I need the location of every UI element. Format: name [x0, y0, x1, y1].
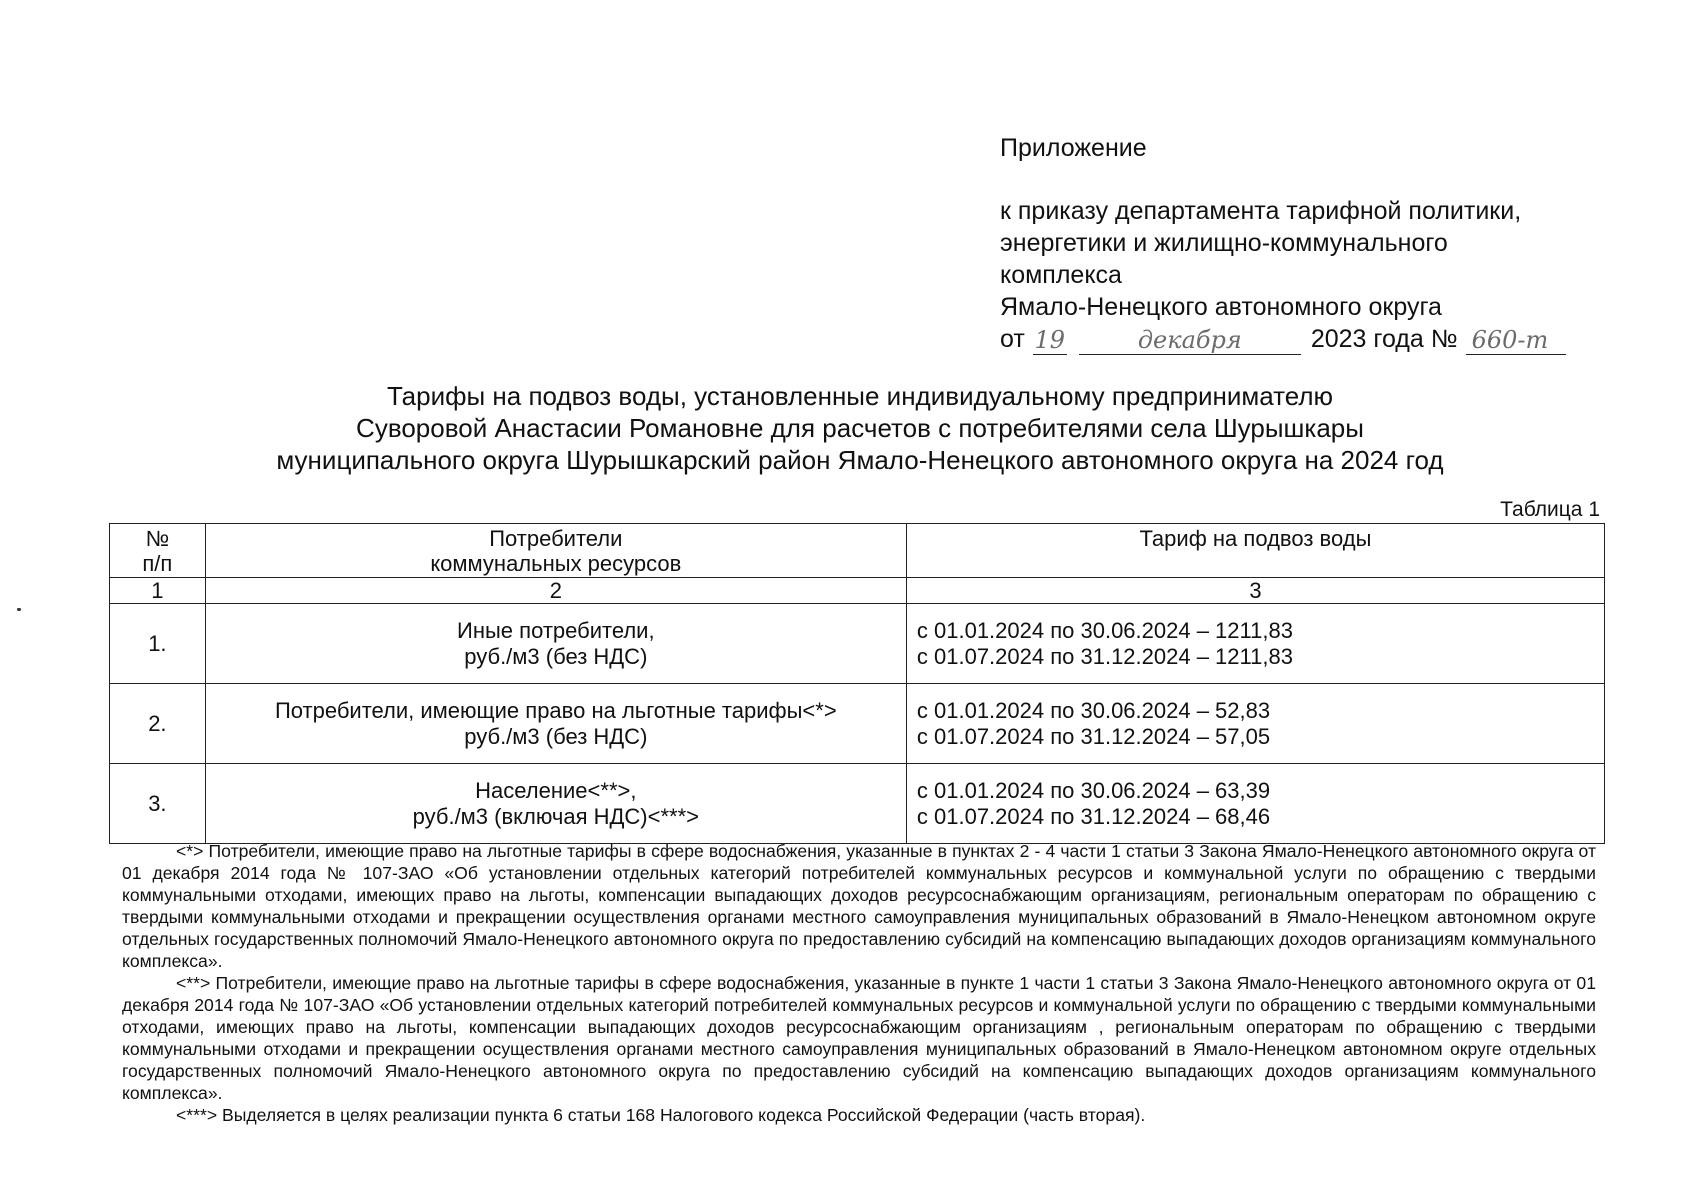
- row-num: 2.: [110, 684, 206, 764]
- header-num: № п/п: [110, 524, 206, 578]
- header-consumers: Потребители коммунальных ресурсов: [205, 524, 906, 578]
- order-date-line: [1000, 323, 1660, 355]
- table-header-row: [110, 524, 1605, 578]
- footnote-1: <*> Потребители, имеющие право на льготные тарифы в сфере водоснабжения, указанные в пунктах 2 - 4 части 1 статьи 3 Закона Ямало-Ненецкого автономного округа от 01 декабря 2014 года № 107-ЗАО «Об установлении отдельных категорий потребителей коммунальных ресурсов и коммунальной услуги по обращению с твердыми коммунальными отходами, имеющих право на льготы, компенсации выпадающих доходов ресурсоснабжающим организациям, региональным операторам по обращению с твердыми коммунальными отходами и прекращении осуществления органами местного самоуправления муниципальных образований в Ямало-Ненецком автономном округе отдельных государственных полномочий Ямало-Ненецкого автономного округа по предоставлению субсидий на компенсацию выпадающих доходов организациям коммунального комплекса».: [122, 841, 1596, 971]
- appendix-line-4: Ямало-Ненецкого автономного округа: [1000, 293, 1442, 321]
- appendix-title: Приложение: [1000, 134, 1147, 162]
- handwritten-order-number: 660-т: [1466, 326, 1566, 355]
- table-row: [110, 684, 1605, 764]
- column-number-2: 2: [205, 578, 906, 604]
- row-consumer: Население<**>, руб./м3 (включая НДС)<***>: [205, 764, 906, 844]
- appendix-line-1: к приказу департамента тарифной политики,: [1000, 197, 1522, 225]
- handwritten-month: декабря: [1079, 326, 1301, 355]
- appendix-line-2: энергетики и жилищно-коммунального: [1000, 229, 1448, 257]
- document-title: [160, 380, 1560, 476]
- handwritten-day: 19: [1034, 326, 1066, 354]
- from-word: от: [1000, 325, 1025, 353]
- row-consumer: Потребители, имеющие право на льготные тарифы<*> руб./м3 (без НДС): [205, 684, 906, 764]
- table-label: Таблица 1: [1500, 498, 1600, 521]
- column-number-1: 1: [110, 578, 206, 604]
- year-text: 2023 года №: [1310, 325, 1458, 353]
- footnote-2: <**> Потребители, имеющие право на льготные тарифы в сфере водоснабжения, указанные в пункте 1 части 1 статьи 3 Закона Ямало-Ненецкого автономного округа от 01 декабря 2014 года № 107-ЗАО «Об установлении отдельных категорий потребителей коммунальных ресурсов и коммунальной услуги по обращению с твердыми коммунальными отходами, имеющих право на льготы, компенсации выпадающих доходов ресурсоснабжающим организациям , региональным операторам по обращению с твердыми коммунальными отходами и прекращении осуществления органами местного самоуправления муниципальных образований в Ямало-Ненецком автономном округе отдельных государственных полномочий Ямало-Ненецкого автономного округа по предоставлению субсидий на компенсацию выпадающих доходов организациям коммунального комплекса».: [122, 973, 1596, 1103]
- row-tariff: с 01.01.2024 по 30.06.2024 – 63,39 с 01.07.2024 по 31.12.2024 – 68,46: [906, 764, 1604, 844]
- row-num: 1.: [110, 604, 206, 684]
- table-row: [110, 604, 1605, 684]
- row-tariff: с 01.01.2024 по 30.06.2024 – 1211,83 с 01.07.2024 по 31.12.2024 – 1211,83: [906, 604, 1604, 684]
- header-tariff: Тариф на подвоз воды: [906, 524, 1604, 578]
- footnote-3: <***> Выделяется в целях реализации пункта 6 статьи 168 Налогового кодекса Российской Федерации (часть вторая).: [176, 1105, 1146, 1125]
- row-consumer: Иные потребители, руб./м3 (без НДС): [205, 604, 906, 684]
- footnotes: [122, 840, 1596, 1126]
- table-row: [110, 764, 1605, 844]
- appendix-block: [1000, 132, 1660, 355]
- row-num: 3.: [110, 764, 206, 844]
- appendix-line-3: комплекса: [1000, 261, 1122, 289]
- title-line-3: муниципального округа Шурышкарский район Ямало-Ненецкого автономного округа на 2024 год: [276, 445, 1444, 475]
- column-numbers-row: [110, 578, 1605, 604]
- title-line-1: Тарифы на подвоз воды, установленные индивидуальному предпринимателю: [386, 381, 1334, 411]
- scan-speck: [17, 608, 21, 611]
- row-tariff: с 01.01.2024 по 30.06.2024 – 52,83 с 01.07.2024 по 31.12.2024 – 57,05: [906, 684, 1604, 764]
- title-line-2: Суворовой Анастасии Романовне для расчетов с потребителями села Шурышкары: [356, 413, 1364, 443]
- tariffs-table: [109, 523, 1605, 844]
- column-number-3: 3: [906, 578, 1604, 604]
